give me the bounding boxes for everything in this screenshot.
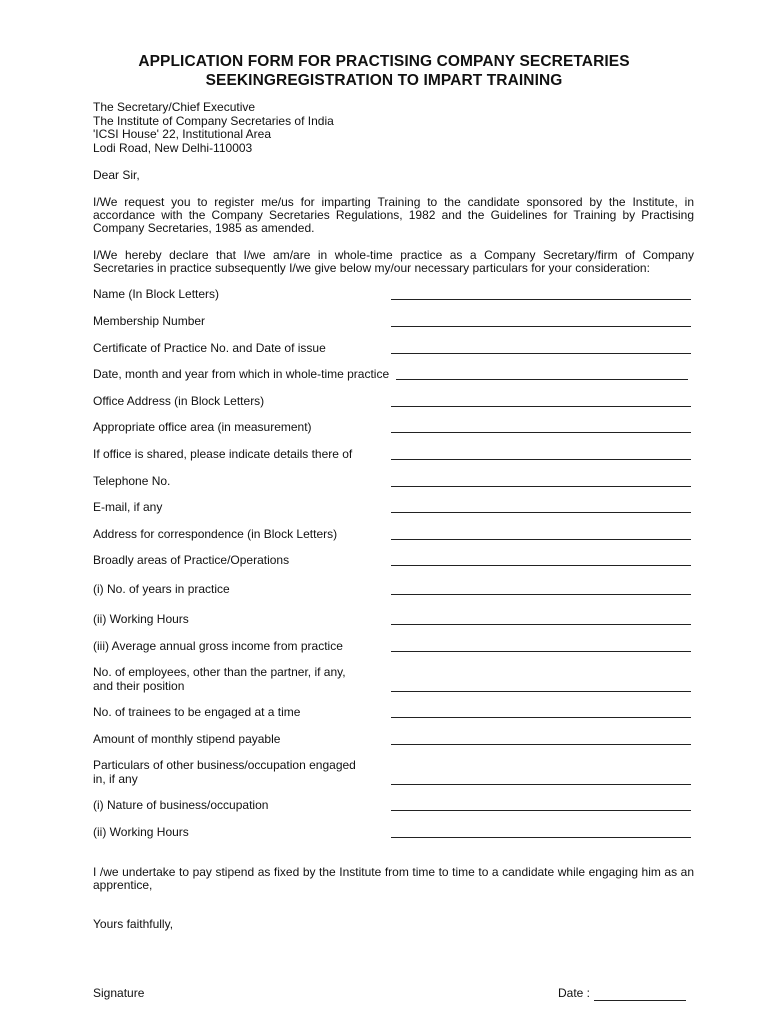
address-line: 'ICSI House' 22, Institutional Area <box>93 127 272 141</box>
field-label-office-address: Office Address (in Block Letters) <box>93 394 265 408</box>
address-line: The Institute of Company Secretaries of India <box>93 113 334 128</box>
field-label-certificate-of-practice: Certificate of Practice No. and Date of issue <box>93 341 326 355</box>
field-label-areas-of-practice: Broadly areas of Practice/Operations <box>93 553 290 567</box>
field-label-email: E-mail, if any <box>93 500 163 514</box>
field-label-business-working-hours: (ii) Working Hours <box>93 825 189 839</box>
undertaking-paragraph: I /we undertake to pay stipend as fixed by the Institute from time to time to a candidate while engaging him as an apprentice, <box>93 865 694 893</box>
field-label-trainees: No. of trainees to be engaged at a time <box>93 705 301 719</box>
field-input-trainees[interactable] <box>391 717 691 718</box>
field-input-membership-number[interactable] <box>391 326 691 327</box>
date-label: Date : <box>558 986 591 1000</box>
field-input-working-hours[interactable] <box>391 624 691 625</box>
address-line: Lodi Road, New Delhi-110003 <box>93 140 253 155</box>
field-input-office-address[interactable] <box>391 406 691 407</box>
address-line: The Secretary/Chief Executive <box>93 100 256 114</box>
field-label-correspondence-address: Address for correspondence (in Block Letters) <box>93 527 338 541</box>
field-input-business-working-hours[interactable] <box>391 837 691 838</box>
field-label-telephone: Telephone No. <box>93 474 171 488</box>
field-input-other-business[interactable] <box>391 784 691 785</box>
field-input-telephone[interactable] <box>391 486 691 487</box>
field-input-email[interactable] <box>391 512 691 513</box>
field-label-employees-line-2: and their position <box>93 679 185 693</box>
field-input-correspondence-address[interactable] <box>391 539 691 540</box>
field-input-practice-start-date[interactable] <box>396 379 688 380</box>
field-input-annual-gross-income[interactable] <box>391 651 691 652</box>
date-input[interactable] <box>594 989 686 1001</box>
closing-text: Yours faithfully, <box>93 917 174 931</box>
field-label-annual-gross-income: (iii) Average annual gross income from practice <box>93 639 343 653</box>
field-label-name: Name (In Block Letters) <box>93 287 220 301</box>
field-label-employees: No. of employees, other than the partner, if any, <box>93 665 346 679</box>
field-label-shared-office: If office is shared, please indicate details there of <box>93 447 353 461</box>
field-input-years-in-practice[interactable] <box>391 594 691 595</box>
signature-label: Signature <box>93 986 145 1000</box>
form-title-line-2: SEEKINGREGISTRATION TO IMPART TRAINING <box>205 72 563 89</box>
recipient-address <box>93 101 334 155</box>
declaration-paragraph: I/We hereby declare that I/we am/are in whole-time practice as a Company Secretary/firm of Company Secretaries in practice subsequently I/we give below my/our necessary particulars for your consideration: <box>93 248 694 276</box>
field-input-shared-office[interactable] <box>391 459 691 460</box>
field-label-working-hours: (ii) Working Hours <box>93 612 189 626</box>
date-field <box>558 987 686 1001</box>
form-title-line-1: APPLICATION FORM FOR PRACTISING COMPANY SECRETARIES <box>138 53 630 70</box>
field-label-monthly-stipend: Amount of monthly stipend payable <box>93 732 281 746</box>
field-input-nature-of-business[interactable] <box>391 810 691 811</box>
field-input-areas-of-practice[interactable] <box>391 565 691 566</box>
field-label-nature-of-business: (i) Nature of business/occupation <box>93 798 269 812</box>
field-label-other-business: Particulars of other business/occupation engaged <box>93 758 356 772</box>
field-label-years-in-practice: (i) No. of years in practice <box>93 582 230 596</box>
field-input-monthly-stipend[interactable] <box>391 744 691 745</box>
salutation: Dear Sir, <box>93 168 140 182</box>
field-input-employees[interactable] <box>391 691 691 692</box>
field-input-certificate-of-practice[interactable] <box>391 353 691 354</box>
field-input-office-area[interactable] <box>391 432 691 433</box>
field-label-practice-start-date: Date, month and year from which in whole-time practice <box>93 367 390 381</box>
field-input-name[interactable] <box>391 299 691 300</box>
field-label-other-business-line-2: in, if any <box>93 772 138 786</box>
request-paragraph: I/We request you to register me/us for imparting Training to the candidate sponsored by the Institute, in accordance with the Company Secretaries Regulations, 1982 and the Guidelines for Training by Practising Company Secretaries, 1985 as amended. <box>93 195 694 236</box>
field-label-office-area: Appropriate office area (in measurement) <box>93 420 312 434</box>
field-label-membership-number: Membership Number <box>93 314 206 328</box>
